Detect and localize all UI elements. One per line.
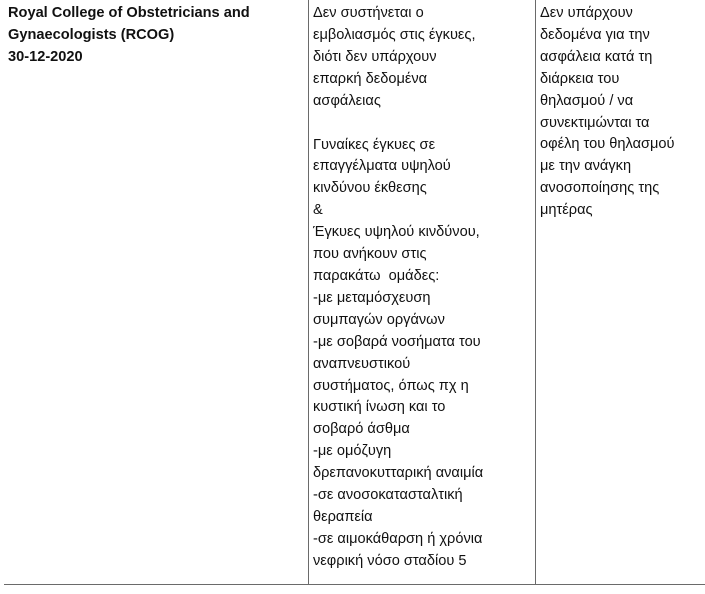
risk-group-line: συμπαγών οργάνων [313, 311, 445, 328]
risk-group-line: επαγγέλματα υψηλού [313, 158, 451, 175]
risk-group-line: που ανήκουν στις [313, 246, 427, 263]
risk-group-line: κυστική ίνωση και το [313, 399, 446, 416]
risk-group-line: σοβαρό άσθμα [313, 421, 410, 438]
recommendation-table [4, 0, 705, 585]
breastfeeding-text-line: θηλασμού / να [540, 92, 634, 109]
risk-group-line: αναπνευστικού [313, 355, 411, 372]
pregnancy-text-line: ασφάλειας [313, 92, 381, 109]
breastfeeding-text-line: διάρκεια του [540, 70, 620, 87]
risk-group-line: -με ομόζυγη [313, 443, 392, 460]
breastfeeding-text-line: Δεν υπάρχουν [540, 5, 633, 21]
risk-group-line: & [313, 202, 323, 219]
risk-group-line: συστήματος, όπως πχ η [313, 377, 469, 394]
breastfeeding-text-line: συνεκτιμώνται τα [540, 114, 650, 131]
risk-group-line: -με σοβαρά νοσήματα του [313, 333, 481, 350]
breastfeeding-text-line: μητέρας [540, 202, 593, 219]
risk-group-line: -με μεταμόσχευση [313, 289, 431, 306]
risk-group-line: κινδύνου έκθεσης [313, 180, 427, 197]
paragraph-gap [313, 113, 535, 135]
breastfeeding-text-line: με την ανάγκη [540, 158, 632, 175]
breastfeeding-recommendation-cell [536, 0, 705, 585]
pregnancy-text-line: εμβολιασμός στις έγκυες, [313, 26, 476, 43]
risk-group-line: παρακάτω ομάδες: [313, 267, 440, 284]
organization-name-line-2: Gynaecologists (RCOG) [8, 26, 175, 43]
pregnancy-text-line: επαρκή δεδομένα [313, 70, 428, 87]
table-row [4, 0, 705, 585]
breastfeeding-text-line: δεδομένα για την [540, 26, 650, 43]
pregnancy-text-line: Δεν συστήνεται ο [313, 5, 424, 21]
breastfeeding-text-line: ανοσοποίησης της [540, 180, 660, 197]
risk-group-line: Γυναίκες έγκυες σε [313, 136, 436, 153]
risk-group-line: δρεπανοκυτταρική αναιμία [313, 465, 484, 482]
pregnancy-text-line: διότι δεν υπάρχουν [313, 48, 437, 65]
breastfeeding-text-line: ασφάλεια κατά τη [540, 48, 653, 65]
pregnancy-recommendation-cell [309, 0, 536, 585]
organization-date: 30-12-2020 [8, 48, 83, 65]
risk-group-line: Έγκυες υψηλού κινδύνου, [313, 224, 480, 241]
risk-group-line: θεραπεία [313, 508, 373, 525]
organization-cell [4, 0, 309, 585]
risk-group-line: -σε ανοσοκατασταλτική [313, 487, 463, 504]
risk-group-line: -σε αιμοκάθαρση ή χρόνια [313, 530, 483, 547]
organization-name-line-1: Royal College of Obstetricians and [8, 5, 250, 21]
risk-group-line: νεφρική νόσο σταδίου 5 [313, 552, 467, 569]
breastfeeding-text-line: οφέλη του θηλασμού [540, 136, 675, 153]
